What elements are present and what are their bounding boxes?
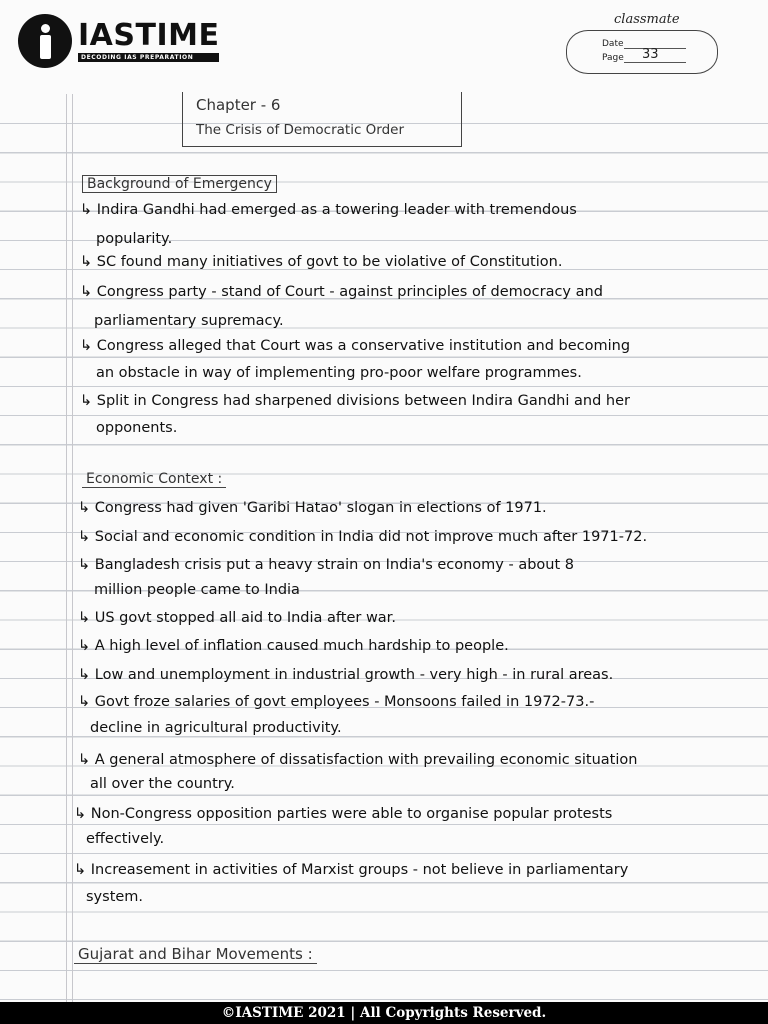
note-line: popularity. [96,231,173,247]
notebook-brand: classmate [614,12,680,27]
section-heading-gujarat-bihar: Gujarat and Bihar Movements : [74,945,317,964]
date-label: Date [602,39,624,49]
margin-line [66,0,67,1002]
page-label: Page [602,53,624,63]
chapter-title: The Crisis of Democratic Order [196,122,405,138]
note-line: ↳ US govt stopped all aid to India after war. [78,610,396,626]
chapter-number: Chapter - 6 [196,96,281,114]
page-number: 33 [642,47,659,62]
note-line: opponents. [96,420,178,436]
note-line: ↳ Increasement in activities of Marxist groups - not believe in parliamentary [74,862,629,878]
note-line: million people came to India [94,582,300,598]
note-line: ↳ Congress had given 'Garibi Hatao' slogan in elections of 1971. [78,500,547,516]
note-line: ↳ A general atmosphere of dissatisfaction with prevailing economic situation [78,752,638,768]
note-line: system. [86,889,144,905]
note-line: an obstacle in way of implementing pro-poor welfare programmes. [96,365,582,381]
iastime-logo [18,14,219,68]
margin-line [72,0,73,1002]
note-line: ↳ Indira Gandhi had emerged as a towering leader with tremendous [80,202,577,218]
note-line: ↳ Congress alleged that Court was a conservative institution and becoming [80,338,631,354]
note-line: ↳ Govt froze salaries of govt employees - Monsoons failed in 1972-73.- [78,694,595,710]
page-line [624,62,686,63]
note-line: ↳ SC found many initiatives of govt to be violative of Constitution. [80,254,563,270]
note-line: ↳ Low and unemployment in industrial growth - very high - in rural areas. [78,667,614,683]
info-person-icon [18,14,72,68]
note-line: all over the country. [90,776,235,792]
note-line: decline in agricultural productivity. [90,720,342,736]
note-line: ↳ Non-Congress opposition parties were able to organise popular protests [74,806,613,822]
note-line: effectively. [86,831,165,847]
note-line: parliamentary supremacy. [94,313,284,329]
section-heading-economic: Economic Context : [82,471,226,488]
note-line: ↳ Congress party - stand of Court - against principles of democracy and [80,284,603,300]
section-heading-background: Background of Emergency [82,175,277,193]
logo-name: IASTIME [78,17,220,53]
logo-tagline: DECODING IAS PREPARATION [78,53,219,62]
copyright-footer: ©IASTIME 2021 | All Copyrights Reserved. [0,1002,768,1024]
note-line: ↳ A high level of inflation caused much hardship to people. [78,638,509,654]
note-line: ↳ Bangladesh crisis put a heavy strain on India's economy - about 8 [78,557,575,573]
note-line: ↳ Split in Congress had sharpened divisions between Indira Gandhi and her [80,393,630,409]
note-line: ↳ Social and economic condition in India did not improve much after 1971-72. [78,529,648,545]
